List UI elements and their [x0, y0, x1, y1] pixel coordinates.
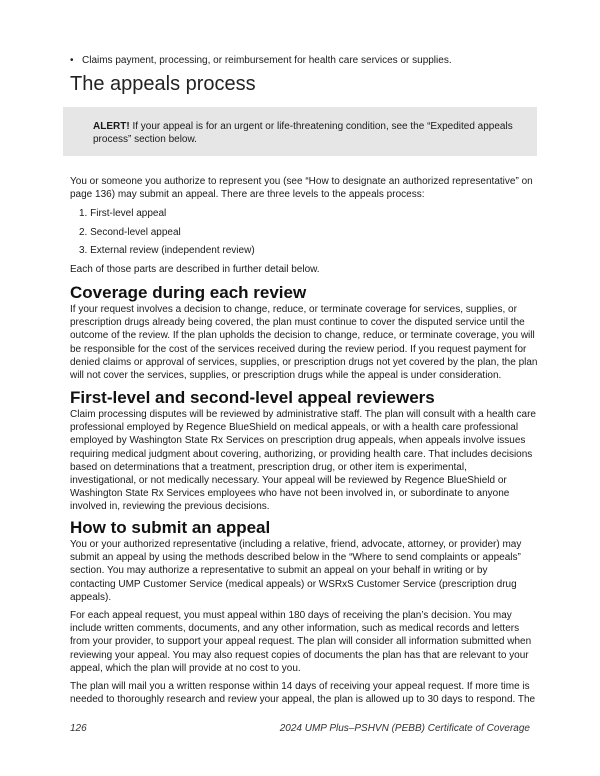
coverage-paragraph: If your request involves a decision to change, reduce, or terminate coverage for services, supplies, or prescription drugs already being covered, the plan must continue to cover the disputed service until the outcome of the review. If the plan upholds the decision to change, reduce, or terminate coverage, you will be responsible for the cost of the services received during the review period. If you request payment for denied claims or approval of services, supplies, or prescription drugs not yet covered by the plan, the plan will not cover the services, supplies, or prescription drugs while the appeal is under consideration. — [70, 304, 538, 382]
appeal-levels-list — [79, 207, 255, 263]
document-title: 2024 UMP Plus–PSHVN (PEBB) Certificate of Coverage — [279, 723, 530, 734]
list-item: 2. Second-level appeal — [79, 226, 181, 238]
heading-submit: How to submit an appeal — [70, 518, 271, 537]
alert-line: ALERT! If your appeal is for an urgent or life-threatening condition, see the “Expedited appeals — [93, 121, 513, 132]
alert-label: ALERT! — [93, 121, 130, 132]
heading-coverage: Coverage during each review — [70, 283, 307, 302]
bullet-item — [70, 54, 452, 67]
submit-paragraph-1: You or your authorized representative (including a relative, friend, advocate, attorney, or provider) may submit an appeal by using the methods described below in the “Where to send complaints or appeals” section. You may authorize a representative to submit an appeal on your behalf in writing or by contacting UMP Customer Service (medical appeals) or WSRxS Customer Service (prescription drug appeals). — [70, 539, 522, 603]
submit-paragraph-3: The plan will mail you a written response within 14 days of receiving your appeal request. If more time is needed to thoroughly research and review your appeal, the plan is allowed up to 30 days to respond. The — [70, 681, 536, 706]
alert-line: process” section below. — [93, 134, 197, 146]
page-number: 126 — [70, 723, 87, 734]
alert-box — [63, 107, 537, 156]
list-item: 3. External review (independent review) — [79, 245, 255, 257]
bullet-text: Claims payment, processing, or reimbursement for health care services or supplies. — [82, 55, 452, 66]
intro-closing: Each of those parts are described in further detail below. — [70, 264, 320, 275]
list-item: 1. First-level appeal — [79, 208, 167, 219]
intro-paragraph: You or someone you authorize to represent you (see “How to designate an authorized representative” on page 136) may submit an appeal. There are three levels to the appeals process: — [70, 176, 533, 201]
reviewers-paragraph: Claim processing disputes will be reviewed by administrative staff. The plan will consult with a health care professional employed by Regence BlueShield on medical appeals, or with a health care professional employed by Washington State Rx Services on prescription drug appeals, when appeals involve issues requiring medical judgment about covering, authorizing, or providing health care. That includes decisions based on determinations that a treatment, prescription drug, or other item is experimental, investigational, or not medically necessary. Your appeal will be reviewed by Regence BlueShield or Washington State Rx Services employees who have not been involved in, or subordinate to anyone involved in, reviewing the previous decisions. — [70, 409, 536, 513]
bullet-dot-icon: • — [70, 55, 74, 66]
heading-reviewers: First-level and second-level appeal reviewers — [70, 388, 435, 407]
submit-paragraph-2: For each appeal request, you must appeal within 180 days of receiving the plan’s decision. You may include written comments, documents, and any other information, such as medical records and letters from your provider, to support your appeal request. The plan will consider all information submitted when reviewing your appeal. You may also request copies of documents the plan has that are relevant to your appeal, which the plan will provide at no cost to you. — [70, 610, 532, 674]
section-title: The appeals process — [70, 73, 256, 95]
